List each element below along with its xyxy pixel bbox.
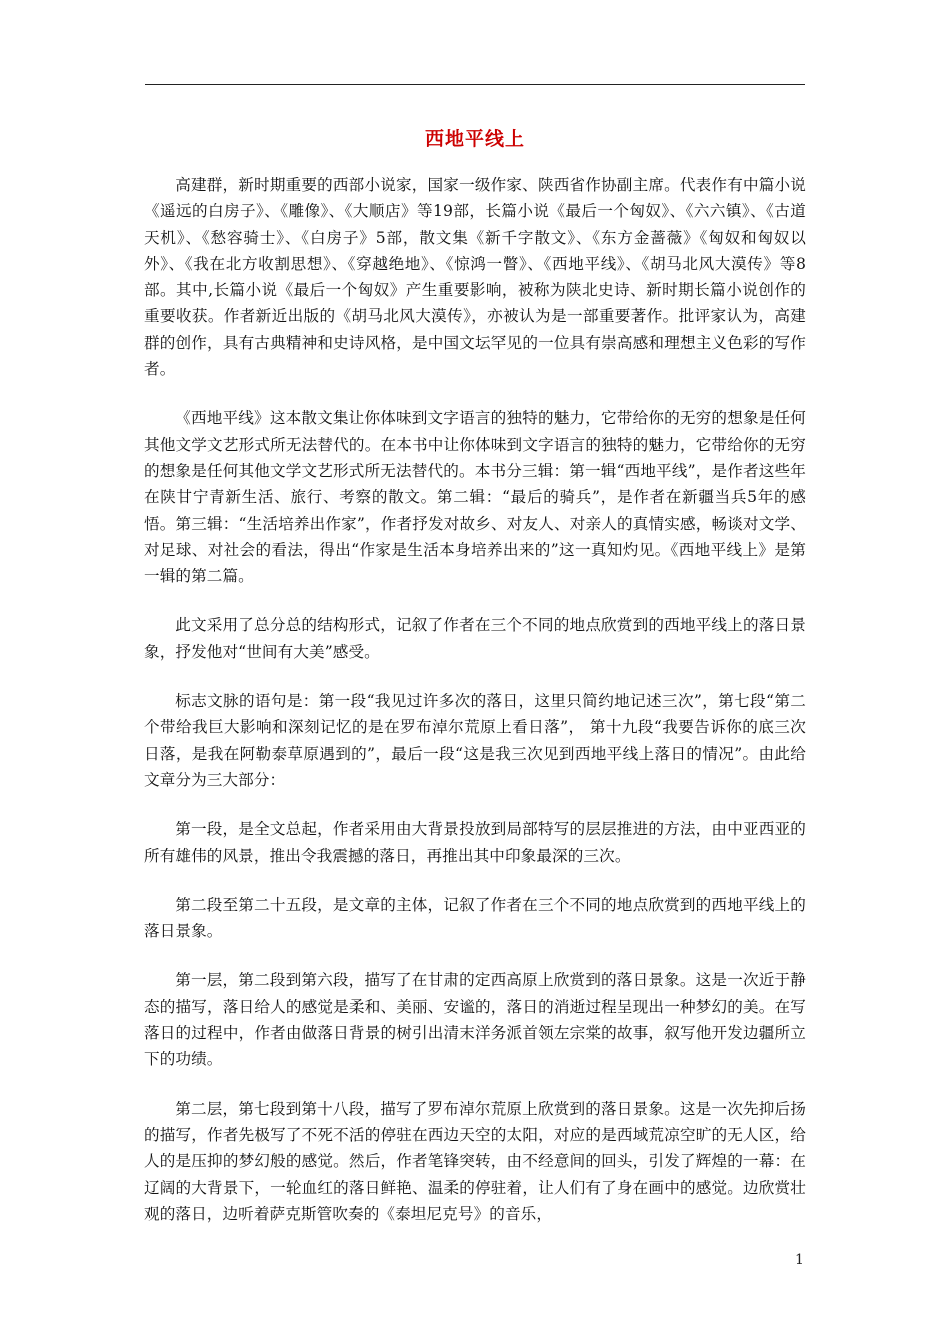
document-body [144, 172, 806, 1250]
paragraph-structure: 此文采用了总分总的结构形式，记叙了作者在三个不同的地点欣赏到的西地平线上的落日景象，抒发他对“世间有大美”感受。 [144, 616, 806, 661]
paragraph-part-two: 第二段至第二十五段，是文章的主体，记叙了作者在三个不同的地点欣赏到的西地平线上的落日景象。 [144, 895, 806, 941]
paragraph-author-intro: 高建群，新时期重要的西部小说家，国家一级作家、陕西省作协副主席。代表作有中篇小说《遥远的白房子》、《雕像》、《大顺店》等19部，长篇小说《最后一个匈奴》、《六六镇》、《古道天机》、《愁容骑士》、《白房子》5部，散文集《新千字散文》、《东方金蔷薇》《匈奴和匈奴以外》、《我在北方收割思想》、《穿越绝地》、《惊鸿一瞥》、《西地平线》、《胡马北风大漠传》等8部。其中,长篇小说《最后一个匈奴》产生重要影响，被称为陕北史诗、新时期长篇小说创作的重要收获。作者新近出版的《胡马北风大漠传》，亦被认为是一部重要著作。批评家认为，高建群的创作，具有古典精神和史诗风格，是中国文坛罕见的一位具有崇高感和理想主义色彩的写作者。 [144, 176, 806, 379]
header-rule [145, 84, 805, 85]
document-title: 西地平线上 [424, 128, 525, 150]
paragraph-layer-two: 第二层，第七段到第十八段，描写了罗布淖尔荒原上欣赏到的落日景象。这是一次先抑后扬的描写，作者先极写了不死不活的停驻在西边天空的太阳，对应的是西域荒凉空旷的无人区，给人的是压抑的梦幻般的感觉。然后，作者笔锋突转，由不经意间的回头，引发了辉煌的一幕：在辽阔的大背景下，一轮血红的落日鲜艳、温柔的停驻着，让人们有了身在画中的感觉。边欣赏壮观的落日，边听着萨克斯管吹奏的《泰坦尼克号》的音乐， [144, 1099, 806, 1223]
paragraph-layer-one: 第一层，第二段到第六段，描写了在甘肃的定西高原上欣赏到的落日景象。这是一次近于静态的描写，落日给人的感觉是柔和、美丽、安谧的，落日的消逝过程呈现出一种梦幻的美。在写落日的过程中，作者由做落日背景的树引出清末洋务派首领左宗棠的故事，叙写他开发边疆所立下的功绩。 [144, 971, 806, 1069]
paragraph-book-intro: 《西地平线》这本散文集让你体味到文字语言的独特的魅力，它带给你的无穷的想象是任何其他文学文艺形式所无法替代的。在本书中让你体味到文字语言的独特的魅力，它带给你的无穷的想象是任何其他文学文艺形式所无法替代的。本书分三辑：第一辑“西地平线”，是作者这些年在陕甘宁青新生活、旅行、考察的散文。第二辑：“最后的骑兵”，是作者在新疆当兵5年的感悟。第三辑：“生活培养出作家”，作者抒发对故乡、对友人、对亲人的真情实感，畅谈对文学、对足球、对社会的看法，得出“作家是生活本身培养出来的”这一真知灼见。《西地平线上》是第一辑的第二篇。 [144, 409, 806, 586]
page-number: 1 [795, 1252, 804, 1268]
paragraph-part-one: 第一段，是全文总起，作者采用由大背景投放到局部特写的层层推进的方法，由中亚西亚的所有雄伟的风景，推出令我震撼的落日，再推出其中印象最深的三次。 [144, 820, 806, 865]
paragraph-key-sentences: 标志文脉的语句是：第一段“我见过许多次的落日，这里只简约地记述三次”，第七段“第二个带给我巨大影响和深刻记忆的是在罗布淖尔荒原上看日落”， 第十九段“我要告诉你的底三次日落，是我在阿勒泰草原遇到的”，最后一段“这是我三次见到西地平线上落日的情况”。由此给文章分为三大部分： [144, 692, 806, 789]
